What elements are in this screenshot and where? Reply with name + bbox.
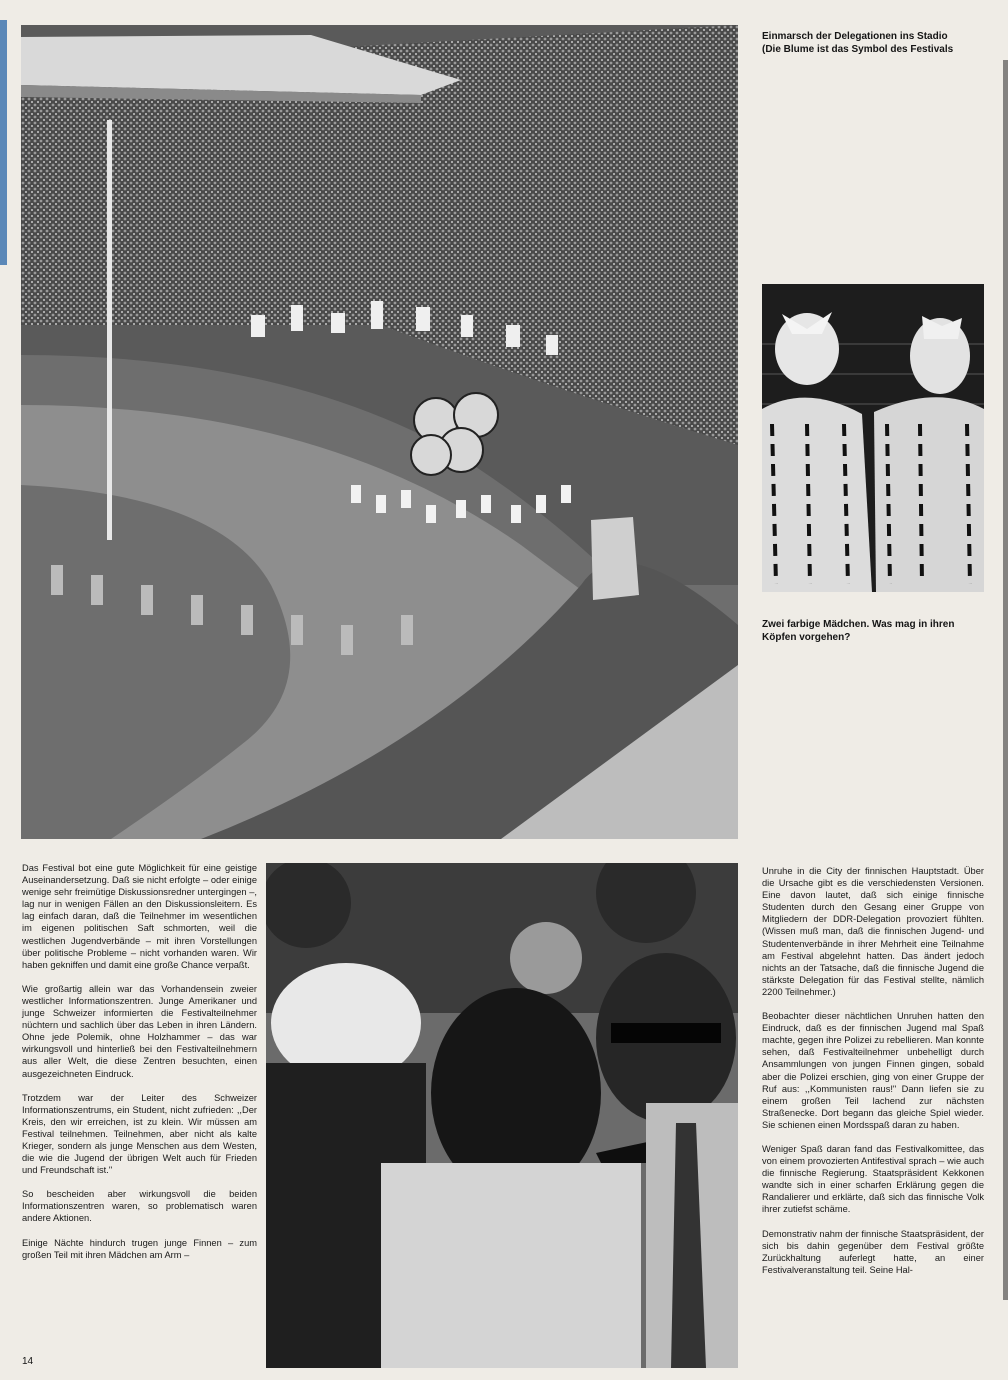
left-paragraph: Trotzdem war der Leiter des Schweizer Informationszentrums, ein Student, nicht zufrieden: ,,Der Kreis, den wir erreichen, ist zu klein. Wir müssen am Festival teilnehmen. Teilnehmen, aber nicht als kalte Krieger, sondern als junge Menschen aus dem Westen, die wie die Jugend der übrigen Welt auch für Frieden und Freundschaft ist." — [22, 1092, 257, 1176]
right-paragraph: Unruhe in die City der finnischen Hauptstadt. Über die Ursache gibt es die verschiedensten Versionen. Eine davon lautet, daß sich einige finnische Studenten durch den Gesang einer Gruppe von Mitgliedern der DDR-Delegation provoziert fühlten. (Wissen muß man, daß die finnischen Jugend- und Studentenverbände in ihrer Mehrheit eine Teilnahme am Festival abgelehnt hatten. Das ändert jedoch nichts an der Tatsache, daß die finnische Jugend die stärkste Delegation für das Festival stellte, nämlich 2200 Teilnehmer.) — [762, 866, 984, 997]
right-paragraph: Weniger Spaß daran fand das Festivalkomittee, das von einem provozierten Antifestival sprach – wie auch die finnische Regierung. Staatspräsident Kekkonen wandte sich in einer scharfen Erklärung gegen die Randalierer und erklärte, daß sich das finnische Volk ihrer zutiefst schäme. — [762, 1143, 984, 1215]
girls-caption — [762, 618, 984, 644]
girls-caption-line1: Zwei farbige Mädchen. Was mag in ihren — [762, 619, 955, 630]
men-crowd-photo — [266, 863, 738, 1368]
article-column-left — [22, 862, 257, 1273]
page-number: 14 — [22, 1356, 34, 1367]
left-paragraph: Das Festival bot eine gute Möglichkeit für eine geistige Auseinandersetzung. Daß sie nicht erfolgte – oder einige wenige sehr freimütige Diskussionsredner untergingen –, lag nur in wenigen Fällen an den Diskussionsleitern. Es lag einfach daran, daß die Teilnehmer im wesentlichen im eigenen politischen Saft schmorten, weil die westlichen Jugendverbände – mit ihren Vorstellungen über politische Probleme – nicht vorhanden waren. Wir haben gekniffen und damit eine große Chance verpaßt. — [22, 863, 257, 970]
page-edge-strip — [0, 20, 7, 265]
right-paragraph: Demonstrativ nahm der finnische Staatspräsident, der sich bis dahin gegenüber dem Festival größte Zurückhaltung auferlegt hatte, an einer Festivalveranstaltung teil. Seine Hal- — [762, 1228, 984, 1275]
stadium-caption — [762, 30, 984, 56]
left-paragraph: Wie großartig allein war das Vorhandensein zweier westlicher Informationszentren. Junge Amerikaner und junge Schweizer informierten die Festivalteilnehmer nüchtern und sachlich über das Leben in ihren Ländern. Ohne jede Polemik, ohne Holzhammer – das war wirkungsvoll und hinterließ bei den Festivalteilnehmern aus aller Welt, die diese Zentren besuchten, einen ausgezeichneten Eindruck. — [22, 983, 257, 1079]
right-paragraph: Beobachter dieser nächtlichen Unruhen hatten den Eindruck, daß es der finnischen Jugend mal Spaß machte, gegen ihre Polizei zu rebellieren. Man konnte sehen, daß Festivalteilnehmer unbehelligt durch Ansammlungen von jungen Finnen gingen, sobald aber die Polizei erschien, ging von einer Gruppe der Ruf aus: ,,Kommunisten raus!" Dann liefen sie zu einem großen Teil lachend zur nächsten Straßenecke. Dort begann das gleiche Spiel wieder. Sie schienen einen Mordsspaß daran zu haben. — [762, 1011, 984, 1130]
article-column-right — [762, 865, 984, 1288]
page-edge-shadow — [1003, 60, 1008, 1300]
stadium-caption-line1: Einmarsch der Delegationen ins Stadio — [762, 31, 948, 42]
stadium-parade-photo — [21, 25, 738, 839]
left-paragraph: Einige Nächte hindurch trugen junge Finnen – zum großen Teil mit ihren Mädchen am Arm – — [22, 1237, 257, 1260]
stadium-caption-line2: (Die Blume ist das Symbol des Festivals — [762, 44, 954, 55]
girls-caption-line2: Köpfen vorgehen? — [762, 632, 851, 643]
two-girls-photo — [762, 284, 984, 592]
left-paragraph: So bescheiden aber wirkungsvoll die beiden Informationszentren waren, so problematisch waren andere Aktionen. — [22, 1189, 257, 1224]
